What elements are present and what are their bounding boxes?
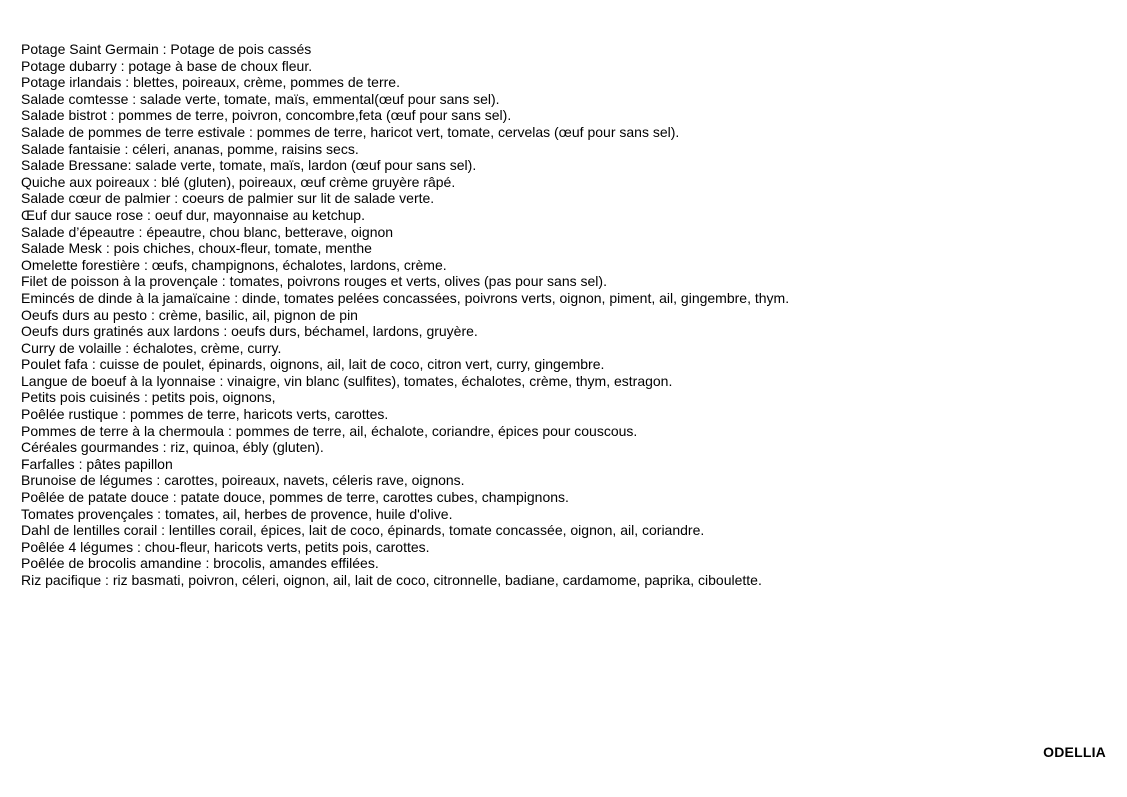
footer-brand: ODELLIA	[1043, 744, 1106, 760]
dish-line: Pommes de terre à la chermoula : pommes de terre, ail, échalote, coriandre, épices pour couscous.	[21, 422, 638, 439]
dish-line: Riz pacifique : riz basmati, poivron, céleri, oignon, ail, lait de coco, citronnelle, badiane, cardamome, paprika, ciboulette.	[21, 572, 762, 588]
dish-line: Oeufs durs au pesto : crème, basilic, ail, pignon de pin	[21, 306, 358, 323]
dish-line: Salade de pommes de terre estivale : pommes de terre, haricot vert, tomate, cervelas (œuf pour sans sel).	[21, 123, 680, 140]
dish-line: Dahl de lentilles corail : lentilles corail, épices, lait de coco, épinards, tomate concassée, oignon, ail, coriandre.	[21, 522, 705, 539]
dish-line: Potage irlandais : blettes, poireaux, crème, pommes de terre.	[21, 74, 400, 91]
dish-line: Petits pois cuisinés : petits pois, oignons,	[21, 389, 276, 406]
dish-line: Poêlée rustique : pommes de terre, haricots verts, carottes.	[21, 406, 389, 423]
dish-line: Salade cœur de palmier : coeurs de palmier sur lit de salade verte.	[21, 190, 435, 207]
dish-line: Poêlée de patate douce : patate douce, pommes de terre, carottes cubes, champignons.	[21, 489, 569, 506]
dish-line: Oeufs durs gratinés aux lardons : oeufs durs, béchamel, lardons, gruyère.	[21, 323, 478, 340]
dish-line: Salade fantaisie : céleri, ananas, pomme, raisins secs.	[21, 140, 359, 157]
dish-line: Farfalles : pâtes papillon	[21, 455, 173, 472]
dish-line: Potage Saint Germain : Potage de pois cassés	[21, 41, 312, 57]
dish-line: Potage dubarry : potage à base de choux fleur.	[21, 57, 313, 74]
dish-line: Omelette forestière : œufs, champignons, échalotes, lardons, crème.	[21, 256, 447, 273]
dish-line: Poulet fafa : cuisse de poulet, épinards, oignons, ail, lait de coco, citron vert, curry, gingembre.	[21, 356, 605, 373]
dish-line: Quiche aux poireaux : blé (gluten), poireaux, œuf crème gruyère râpé.	[21, 173, 456, 190]
dish-ingredient-list	[21, 41, 789, 589]
dish-line: Salade comtesse : salade verte, tomate, maïs, emmental(œuf pour sans sel).	[21, 90, 500, 107]
dish-line: Langue de boeuf à la lyonnaise : vinaigre, vin blanc (sulfites), tomates, échalotes, crème, thym, estragon.	[21, 372, 673, 389]
dish-line: Curry de volaille : échalotes, crème, curry.	[21, 339, 282, 356]
dish-line: Céréales gourmandes : riz, quinoa, ébly (gluten).	[21, 439, 324, 456]
dish-line: Filet de poisson à la provençale : tomates, poivrons rouges et verts, olives (pas pour sans sel).	[21, 273, 607, 290]
dish-line: Emincés de dinde à la jamaïcaine : dinde, tomates pelées concassées, poivrons verts, oignon, piment, ail, gingembre, thym.	[21, 289, 790, 306]
dish-line: Salade d’épeautre : épeautre, chou blanc, betterave, oignon	[21, 223, 394, 240]
dish-line: Salade Mesk : pois chiches, choux-fleur, tomate, menthe	[21, 240, 372, 257]
dish-line: Brunoise de légumes : carottes, poireaux, navets, céleris rave, oignons.	[21, 472, 465, 489]
dish-line: Salade bistrot : pommes de terre, poivron, concombre,feta (œuf pour sans sel).	[21, 107, 512, 124]
dish-line: Tomates provençales : tomates, ail, herbes de provence, huile d'olive.	[21, 505, 453, 522]
dish-line: Œuf dur sauce rose : oeuf dur, mayonnaise au ketchup.	[21, 206, 365, 223]
dish-line: Poêlée 4 légumes : chou-fleur, haricots verts, petits pois, carottes.	[21, 538, 430, 555]
dish-line: Poêlée de brocolis amandine : brocolis, amandes effilées.	[21, 555, 379, 572]
dish-line: Salade Bressane: salade verte, tomate, maïs, lardon (œuf pour sans sel).	[21, 157, 477, 174]
